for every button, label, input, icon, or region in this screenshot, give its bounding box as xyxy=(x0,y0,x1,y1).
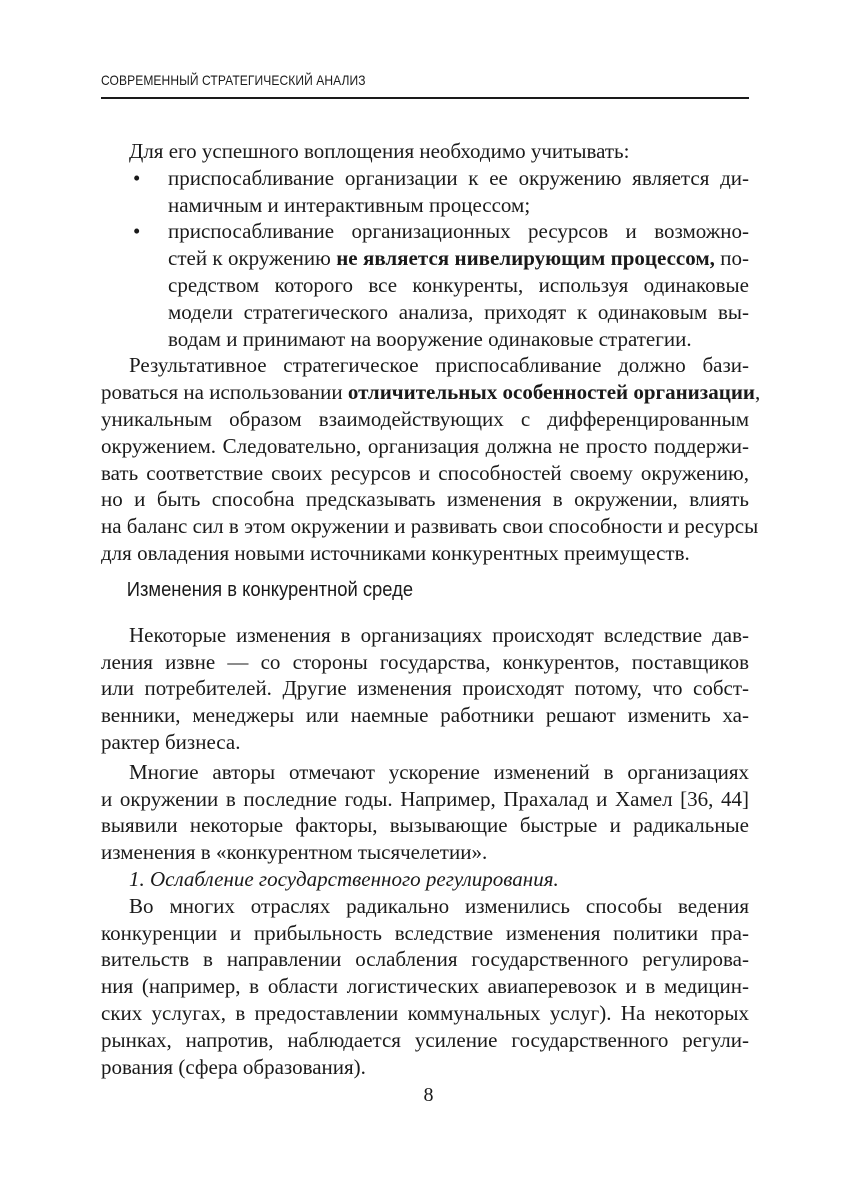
paragraph-line: Во многих отраслях радикально изменились способы ведения xyxy=(129,893,749,918)
bold-text: отличительных особенностей организации xyxy=(347,380,756,405)
paragraph-line: Некоторые изменения в организациях происходят вследствие дав- xyxy=(129,622,749,647)
paragraph-line: вительств в направлении ослабления государственного регулирова- xyxy=(101,947,749,972)
bullet-item xyxy=(101,218,749,352)
paragraph-line: ния (например, в области логистических авиаперевозок и в медицин- xyxy=(101,974,749,999)
bullet-line: водам и принимают на вооружение одинаковые стратегии. xyxy=(168,326,692,351)
paragraph xyxy=(101,893,749,1081)
bullet-line: средством которого все конкуренты, используя одинаковые xyxy=(168,272,749,297)
bullet-marker: • xyxy=(133,219,141,244)
paragraph-line: для овладения новыми источниками конкурентных преимуществ. xyxy=(101,540,690,565)
page-body xyxy=(101,138,761,1080)
paragraph-line: выявили некоторые факторы, вызывающие быстрые и радикальные xyxy=(101,813,749,838)
paragraph-line: и окружении в последние годы. Например, Прахалад и Хамел [36, 44] xyxy=(101,786,749,811)
paragraph-line: ления извне — со стороны государства, конкурентов, поставщиков xyxy=(101,649,749,674)
text-run: роваться на использовании xyxy=(101,380,348,405)
paragraph-line: уникальным образом взаимодействующих с дифференцированным xyxy=(101,406,749,431)
paragraph-line: Многие авторы отмечают ускорение изменений в организациях xyxy=(129,759,749,784)
bullet-item xyxy=(101,165,749,219)
paragraph-line: вать соответствие своих ресурсов и способностей своему окружению, xyxy=(101,460,749,485)
paragraph-line: конкуренции и прибыльность вследствие изменения политики пра- xyxy=(101,920,749,945)
bold-text: не является нивелирующим процессом, xyxy=(336,246,715,271)
bullet-line xyxy=(101,245,749,272)
bullet-marker: • xyxy=(133,165,141,190)
paragraph xyxy=(101,622,749,756)
text-run: , xyxy=(755,380,761,405)
header-rule xyxy=(101,97,749,99)
bullet-line: модели стратегического анализа, приходят к одинаковым вы- xyxy=(168,299,749,324)
running-title: СОВРЕМЕННЫЙ СТРАТЕГИЧЕСКИЙ АНАЛИЗ xyxy=(101,72,366,88)
paragraph-line: или потребителей. Другие изменения происходят потому, что собст- xyxy=(101,676,749,701)
bullet-line: приспосабливание организации к ее окружению является ди- xyxy=(168,165,749,190)
paragraph-line: рынках, напротив, наблюдается усиление государственного регули- xyxy=(101,1027,749,1052)
page-number: 8 xyxy=(423,1084,434,1106)
paragraph-line: рования (сфера образования). xyxy=(101,1054,366,1079)
text-run: по- xyxy=(714,246,750,271)
section-heading: Изменения в конкурентной среде xyxy=(126,578,414,601)
paragraph-line: окружением. Следовательно, организация должна не просто поддержи- xyxy=(101,433,749,458)
paragraph xyxy=(101,352,761,566)
paragraph-line: Результативное стратегическое приспосабливание должно бази- xyxy=(129,353,749,378)
bullet-line: приспосабливание организационных ресурсов и возможно- xyxy=(168,219,749,244)
paragraph-line: но и быть способна предсказывать изменения в окружении, влиять xyxy=(101,487,749,512)
paragraph-line: изменения в «конкурентном тысячелетии». xyxy=(101,840,488,865)
paragraph xyxy=(101,759,749,866)
list-item-heading xyxy=(101,866,749,893)
paragraph-line: рактер бизнеса. xyxy=(101,729,241,754)
paragraph-line: ских услугах, в предоставлении коммунальных услуг). На некоторых xyxy=(101,1000,749,1025)
paragraph-line xyxy=(101,379,761,406)
paragraph-line: на баланс сил в этом окружении и развивать свои способности и ресурсы xyxy=(101,514,759,539)
text-run: стей к окружению xyxy=(168,246,337,271)
intro-line: Для его успешного воплощения необходимо учитывать: xyxy=(129,139,630,163)
italic-text: 1. Ослабление государственного регулирования. xyxy=(129,866,559,891)
paragraph-line: венники, менеджеры или наемные работники решают изменить ха- xyxy=(101,703,749,728)
bullet-line: намичным и интерактивным процессом; xyxy=(168,192,531,217)
